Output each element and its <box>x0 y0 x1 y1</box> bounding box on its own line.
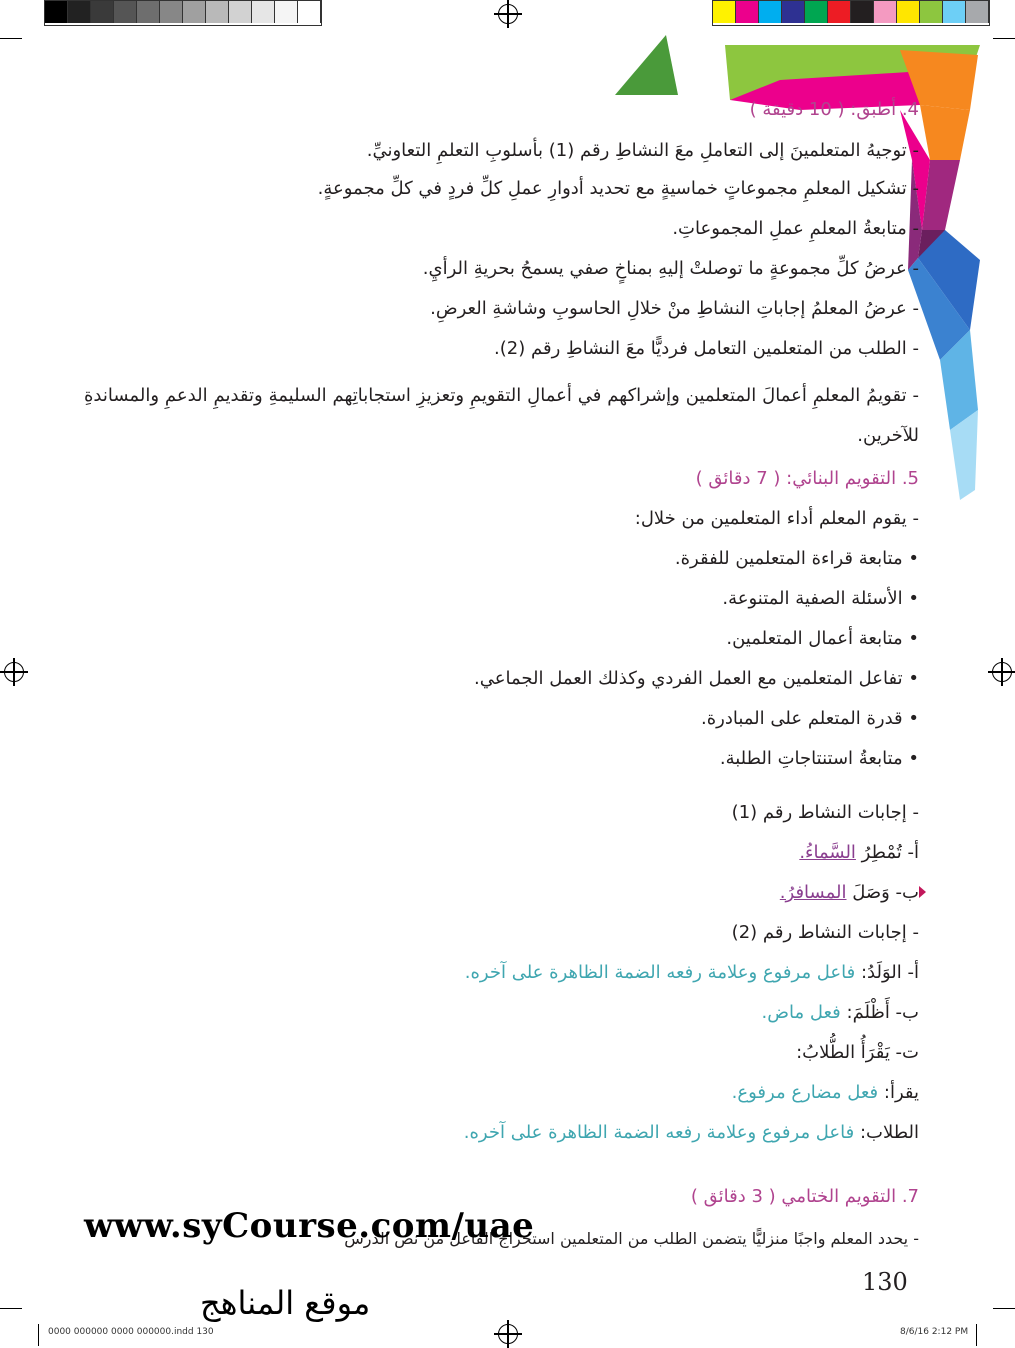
color-swatch <box>782 1 805 23</box>
answers-title-1: - إجابات النشاط رقم (1) <box>731 802 919 823</box>
final-text: - يحدد المعلم واجبًا منزليًّا يتضمن الطلب من المتعلمين استخراج الفاعل من نص الدرس <box>344 1229 919 1248</box>
color-swatch <box>759 1 782 23</box>
gray-swatch <box>68 1 91 23</box>
list-item: - متابعةُ المعلمِ عملِ المجموعاتِ. <box>672 218 919 239</box>
gray-swatch <box>114 1 137 23</box>
color-swatch <box>943 1 966 23</box>
registration-mark-icon <box>498 4 518 24</box>
answer-b: ب- أَظْلَمَ: فعل ماض. <box>761 1002 919 1023</box>
answer-a: أ- تُمْطِرُ السَّماءُ. <box>799 842 919 863</box>
color-swatch <box>897 1 920 23</box>
crop-mark <box>993 1308 1015 1309</box>
registration-mark-icon <box>992 662 1012 682</box>
bullet-item: • متابعة قراءة المتعلمين للفقرة. <box>674 548 919 569</box>
section-heading-final: 7. التقويم الختامي ( 3 دقائق ) <box>690 1186 919 1207</box>
gray-swatch <box>45 1 68 23</box>
color-swatch <box>805 1 828 23</box>
gray-swatch <box>229 1 252 23</box>
bullet-item: • متابعةُ استنتاجاتِ الطلبة. <box>719 748 919 769</box>
list-item: - عرضُ المعلمُ إجاباتِ النشاطِ منْ خلالِ الحاسوبِ وشاشةِ العرضِ. <box>430 298 919 319</box>
gray-swatch <box>160 1 183 23</box>
grayscale-swatches <box>44 0 322 26</box>
gray-swatch <box>206 1 229 23</box>
answer-a: أ- الوَلَدُ: فاعل مرفوع وعلامة رفعه الضمة الظاهرة على آخره. <box>464 962 919 983</box>
gray-swatch <box>275 1 298 23</box>
bullet-item: • الأسئلة الصفية المتنوعة. <box>722 588 919 609</box>
crop-mark <box>976 1324 977 1346</box>
crop-mark <box>0 1308 22 1309</box>
answer-c: ت- يَقْرَأُ الطُّلابُ: <box>796 1042 919 1063</box>
color-swatch <box>736 1 759 23</box>
gray-swatch <box>137 1 160 23</box>
registration-mark-icon <box>4 662 24 682</box>
gray-swatch <box>91 1 114 23</box>
crop-mark <box>38 1324 39 1346</box>
list-item: - الطلب من المتعلمين التعامل فرديًّا معَ النشاطِ رقم (2). <box>494 338 919 359</box>
color-swatch <box>851 1 874 23</box>
answer-e: الطلاب: فاعل مرفوع وعلامة رفعه الضمة الظاهرة على آخره. <box>463 1122 919 1143</box>
section-heading-apply: 4. أطبق: ( 10 دقيقة ) <box>749 99 919 120</box>
bullet-icon: • <box>902 588 919 609</box>
list-item: - تقويمُ المعلمِ أعمالَ المتعلمين وإشراكهم في أعمالِ التقويمِ وتعزيزِ استجاباتِهم السليمةِ وتقديمِ الدعمِ والمساندةِ للآخرين. <box>84 385 919 446</box>
section-heading-formative: 5. التقويم البنائي: ( 7 دقائق ) <box>695 468 919 489</box>
bullet-item: • متابعة أعمال المتعلمين. <box>726 628 919 649</box>
color-swatch <box>713 1 736 23</box>
intro-text: - يقوم المعلم أداء المتعلمين من خلال: <box>634 508 919 529</box>
crop-mark <box>0 38 22 39</box>
bullet-icon: • <box>902 548 919 569</box>
bullet-icon: • <box>902 748 919 769</box>
answers-title-2: - إجابات النشاط رقم (2) <box>731 922 919 943</box>
color-swatch <box>828 1 851 23</box>
color-swatch <box>874 1 897 23</box>
page-number: 130 <box>862 1268 908 1296</box>
answer-d: يقرأ: فعل مضارع مرفوع. <box>731 1082 919 1103</box>
bullet-icon: • <box>902 668 919 689</box>
bullet-item: • تفاعل المتعلمين مع العمل الفردي وكذلك العمل الجماعي. <box>474 668 919 689</box>
list-item: - تشكيل المعلمِ مجموعاتٍ خماسيةٍ مع تحديد أدوارِ عملِ كلِّ فردٍ في كلِّ مجموعةٍ. <box>317 178 919 199</box>
bullet-icon: • <box>902 708 919 729</box>
gray-swatch <box>183 1 206 23</box>
crop-mark <box>993 38 1015 39</box>
registration-mark-icon <box>498 1324 518 1344</box>
list-item: - عرضُ كلِّ مجموعةٍ ما توصلتْ إليهِ بمناخٍ صفي يسمحُ بحريةِ الرأيِ. <box>422 258 919 279</box>
marker-icon <box>919 886 926 898</box>
watermark-arabic: موقع المناهج <box>200 1284 371 1322</box>
answer-b: ب- وَصَلَ المسافرُ. <box>779 882 919 903</box>
bullet-icon: • <box>902 628 919 649</box>
watermark-url: www.syCourse.com/uae <box>84 1206 535 1246</box>
footer-date: 8/6/16 2:12 PM <box>900 1327 969 1337</box>
footer-file: 0000 000000 0000 000000.indd 130 <box>48 1327 214 1337</box>
color-swatches <box>712 0 990 26</box>
list-item: - توجيهُ المتعلمينَ إلى التعاملِ معَ النشاطِ رقم (1) بأسلوبِ التعلمِ التعاونيِّ. <box>366 140 919 161</box>
color-swatch <box>920 1 943 23</box>
color-swatch <box>966 1 989 23</box>
gray-swatch <box>298 1 321 23</box>
bullet-item: • قدرة المتعلم على المبادرة. <box>701 708 919 729</box>
gray-swatch <box>252 1 275 23</box>
